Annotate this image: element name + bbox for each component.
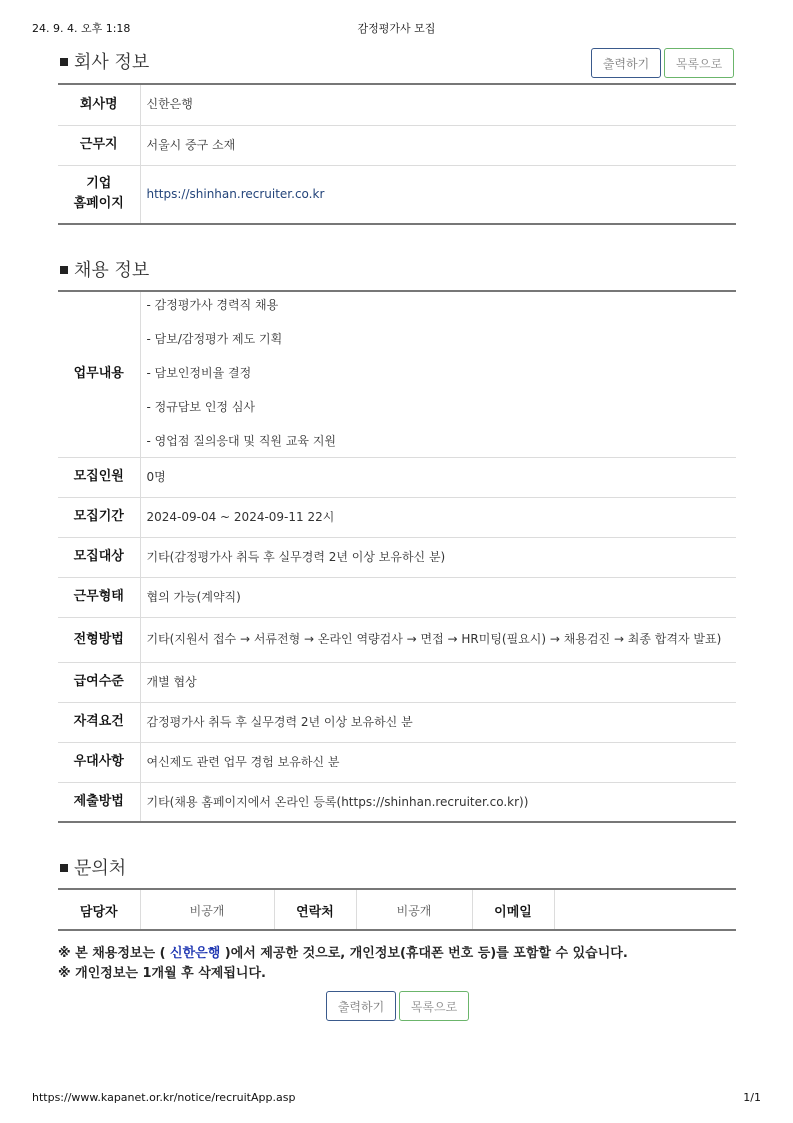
homepage-label [58, 165, 140, 223]
contact-section-title [60, 854, 126, 880]
email-label: 이메일 [472, 890, 554, 930]
headcount-label: 모집인원 [58, 457, 140, 497]
workplace-label: 근무지 [58, 125, 140, 165]
company-name-value: 신한은행 [140, 85, 736, 125]
phone-value: 비공개 [356, 890, 472, 930]
print-footer-url: https://www.kapanet.or.kr/notice/recruitApp.asp [32, 1091, 296, 1104]
manager-label: 담당자 [58, 890, 140, 930]
salary-label: 급여수준 [58, 662, 140, 702]
list-button[interactable]: 목록으로 [664, 48, 734, 78]
preference-value: 여신제도 관련 업무 경험 보유하신 분 [140, 742, 736, 782]
salary-value: 개별 협상 [140, 662, 736, 702]
table-row [58, 662, 736, 702]
homepage-label-line1: 기업 [86, 176, 112, 192]
target-value: 기타(감정평가사 취득 후 실무경력 2년 이상 보유하신 분) [140, 537, 736, 577]
table-row [58, 702, 736, 742]
table-row [58, 782, 736, 822]
duties-list [147, 292, 737, 452]
table-row [58, 85, 736, 125]
company-section-title [60, 48, 149, 74]
bullet-square-icon [60, 58, 68, 66]
target-label: 모집대상 [58, 537, 140, 577]
notice-company-name: 신한은행 [170, 946, 221, 961]
manager-value: 비공개 [140, 890, 274, 930]
notice-suffix: )에서 제공한 것으로, 개인정보(휴대폰 번호 등)를 포함할 수 있습니다. [220, 946, 628, 961]
headcount-value: 0명 [140, 457, 736, 497]
period-label: 모집기간 [58, 497, 140, 537]
table-row [58, 292, 736, 457]
print-doc-title: 감정평가사 모집 [357, 22, 436, 35]
print-button[interactable]: 출력하기 [591, 48, 661, 78]
table-row [58, 577, 736, 617]
print-header [32, 20, 761, 36]
list-item: - 정규담보 인정 심사 [146, 400, 256, 414]
notice-prefix: ※ 본 채용정보는 ( [58, 946, 171, 961]
list-button-bottom[interactable]: 목록으로 [399, 991, 469, 1021]
period-value: 2024-09-04 ~ 2024-09-11 22시 [140, 497, 736, 537]
employment-type-label: 근무형태 [58, 577, 140, 617]
duties-label: 업무내용 [58, 292, 140, 457]
print-button-bottom[interactable]: 출력하기 [326, 991, 396, 1021]
selection-process-value: 기타(지원서 접수 → 서류전형 → 온라인 역량검사 → 면접 → HR미팅(필요시) → 채용검진 → 최종 합격자 발표) [140, 617, 736, 662]
list-item: - 감정평가사 경력직 채용 [146, 298, 279, 312]
workplace-value: 서울시 중구 소재 [140, 125, 736, 165]
table-row [58, 537, 736, 577]
recruit-section-title [60, 256, 149, 282]
selection-process-label: 전형방법 [58, 617, 140, 662]
print-footer [32, 1091, 761, 1107]
table-row [58, 125, 736, 165]
phone-label: 연락처 [274, 890, 356, 930]
table-row [58, 742, 736, 782]
recruit-section-title-text: 채용 정보 [74, 260, 150, 281]
recruit-info-table [58, 292, 736, 822]
qualification-label: 자격요건 [58, 702, 140, 742]
table-row [58, 457, 736, 497]
table-row [58, 617, 736, 662]
company-table-bottom-rule [58, 223, 736, 225]
submission-value: 기타(채용 홈페이지에서 온라인 등록(https://shinhan.recruiter.co.kr)) [146, 794, 529, 809]
recruit-table-bottom-rule [58, 821, 736, 823]
homepage-link[interactable]: https://shinhan.recruiter.co.kr [146, 186, 325, 201]
email-value [554, 890, 736, 930]
contact-table [58, 890, 736, 930]
list-item: - 담보인정비율 결정 [146, 366, 252, 380]
preference-label: 우대사항 [58, 742, 140, 782]
contact-table-bottom-rule [58, 929, 736, 931]
qualification-value: 감정평가사 취득 후 실무경력 2년 이상 보유하신 분 [140, 702, 736, 742]
table-row [58, 165, 736, 223]
list-item: - 영업점 질의응대 및 직원 교육 지원 [146, 434, 337, 448]
company-info-table [58, 85, 736, 223]
company-name-label: 회사명 [58, 85, 140, 125]
table-row [58, 890, 736, 930]
contact-section-title-text: 문의처 [74, 858, 127, 879]
bullet-square-icon [60, 266, 68, 274]
list-item: - 담보/감정평가 제도 기획 [146, 332, 283, 346]
privacy-notice-line1 [58, 942, 628, 961]
bullet-square-icon [60, 864, 68, 872]
print-date: 24. 9. 4. 오후 1:18 [32, 22, 131, 35]
table-row [58, 497, 736, 537]
employment-type-value: 협의 가능(계약직) [140, 577, 736, 617]
privacy-notice-line2: ※ 개인정보는 1개월 후 삭제됩니다. [58, 966, 266, 981]
company-section-title-text: 회사 정보 [74, 52, 150, 73]
homepage-label-line2: 홈페이지 [73, 196, 124, 212]
print-page-number: 1/1 [743, 1091, 761, 1104]
submission-label: 제출방법 [58, 782, 140, 822]
